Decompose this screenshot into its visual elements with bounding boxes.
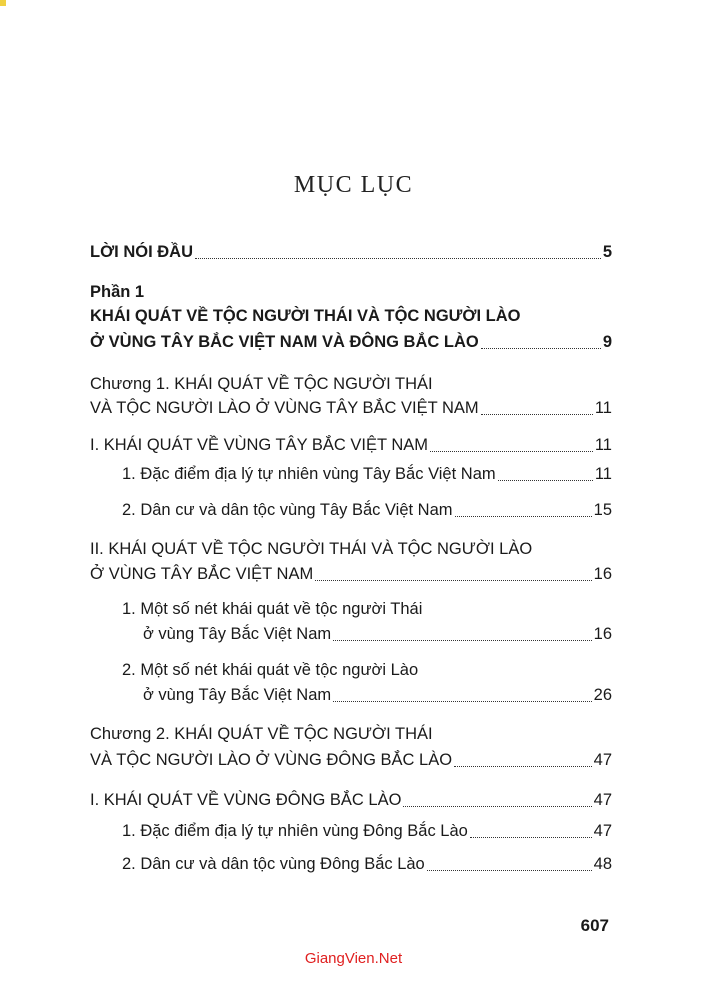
toc-entry-text: I. KHÁI QUÁT VỀ VÙNG ĐÔNG BẮC LÀO [90,791,402,809]
toc-entry-text: 2. Dân cư và dân tộc vùng Đông Bắc Lào [122,855,425,873]
toc-entry [0,683,707,707]
toc-page-number: 16 [593,625,612,643]
toc-entry [0,819,707,843]
toc-leader [481,414,593,415]
toc-entry [0,280,707,304]
toc-entry-text: 1. Một số nét khái quát về tộc người Thái [122,600,423,618]
toc-entry-text: KHÁI QUÁT VỀ TỘC NGƯỜI THÁI VÀ TỘC NGƯỜI LÀO [90,307,521,325]
toc-page-number: 47 [593,822,612,840]
toc-leader [498,480,593,481]
toc-page-number: 16 [593,565,612,583]
toc-page-number: 47 [593,751,612,769]
toc-entry-text: LỜI NÓI ĐẦU [90,243,193,261]
toc-entry [0,562,707,586]
toc-leader [403,806,592,807]
toc-page-number: 26 [593,686,612,704]
toc-entry [0,537,707,561]
toc-entry-text: 2. Dân cư và dân tộc vùng Tây Bắc Việt Nam [122,501,453,519]
page-number: 607 [580,916,609,935]
toc-page-number: 5 [602,243,612,261]
toc-entry-text: ở vùng Tây Bắc Việt Nam [143,686,332,704]
footer-watermark: GiangVien.Net [304,950,403,967]
toc-entry [0,722,707,746]
toc-entry [0,748,707,772]
toc-entry-text: VÀ TỘC NGƯỜI LÀO Ở VÙNG TÂY BẮC VIỆT NAM [90,399,479,417]
toc-entry [0,372,707,396]
corner-mark [0,0,6,6]
toc-entry [0,433,707,457]
toc-entry [0,396,707,420]
toc-leader [470,837,592,838]
toc-entry-text: Ở VÙNG TÂY BẮC VIỆT NAM VÀ ĐÔNG BẮC LÀO [90,333,479,351]
toc-entry [0,330,707,354]
toc-entry-text: Ở VÙNG TÂY BẮC VIỆT NAM [90,565,314,583]
toc-entry [0,304,707,328]
toc-entry-text: Phần 1 [90,283,145,301]
toc-leader [481,348,601,349]
toc-leader [427,870,592,871]
toc-page-number: 15 [593,501,612,519]
toc-entry-text: 2. Một số nét khái quát về tộc người Lào [122,661,419,679]
toc-entry [0,240,707,264]
toc-leader [195,258,601,259]
toc-page-number: 9 [602,333,612,351]
toc-page-number: 48 [593,855,612,873]
toc-leader [315,580,592,581]
toc-entry-text: 1. Đặc điểm địa lý tự nhiên vùng Tây Bắc Việt Nam [122,465,496,483]
toc-page-number: 47 [593,791,612,809]
toc-leader [333,640,592,641]
toc-entry [0,498,707,522]
toc-page-number: 11 [594,399,612,417]
toc-entry [0,597,707,621]
toc-page-number: 11 [594,465,612,483]
toc-entry [0,622,707,646]
toc-entry [0,788,707,812]
toc-entry-text: II. KHÁI QUÁT VỀ TỘC NGƯỜI THÁI VÀ TỘC NGƯỜI LÀO [90,540,533,558]
toc-entry-text: 1. Đặc điểm địa lý tự nhiên vùng Đông Bắc Lào [122,822,468,840]
toc-leader [455,516,592,517]
toc-leader [333,701,592,702]
toc-leader [454,766,592,767]
toc-entry-text: I. KHÁI QUÁT VỀ VÙNG TÂY BẮC VIỆT NAM [90,436,429,454]
toc-entry [0,852,707,876]
toc-leader [430,451,593,452]
toc-entry [0,658,707,682]
toc-entry-text: Chương 2. KHÁI QUÁT VỀ TỘC NGƯỜI THÁI [90,725,433,743]
toc-page-number: 11 [594,436,612,454]
page-title: MỤC LỤC [293,172,414,198]
toc-entry [0,462,707,486]
toc-entry-text: VÀ TỘC NGƯỜI LÀO Ở VÙNG ĐÔNG BẮC LÀO [90,751,453,769]
toc-entry-text: Chương 1. KHÁI QUÁT VỀ TỘC NGƯỜI THÁI [90,375,433,393]
toc-entry-text: ở vùng Tây Bắc Việt Nam [143,625,332,643]
